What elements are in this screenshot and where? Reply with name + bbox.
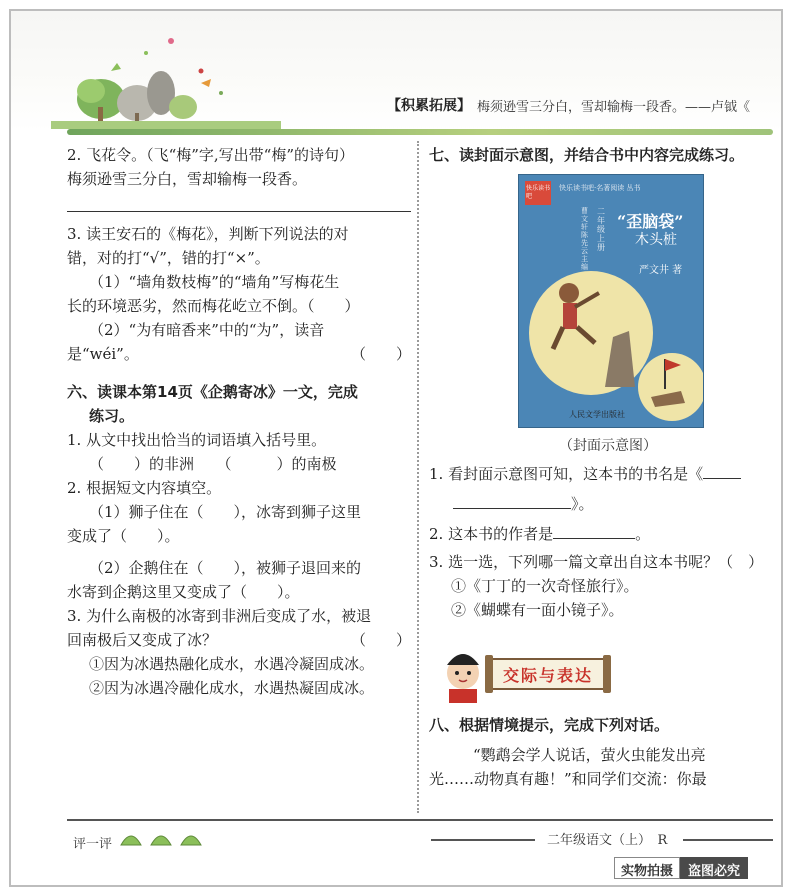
s6-q2-item2-a: （2）企鹅住在（ ），被狮子退回来的 [89, 559, 362, 577]
s6-q3-option2: ②因为冰遇冷融化成水，水遇热凝固成冰。 [89, 679, 375, 697]
s7-q1-text: 1. 看封面示意图可知，这本书的书名是《 [429, 465, 704, 483]
header-underline [67, 129, 773, 135]
watermark-stamp [614, 857, 748, 879]
s7-q3-option2: ②《蝴蝶有一面小镜子》。 [451, 601, 624, 619]
q3-item1-a: （1）“墙角数枝梅”的“墙角”写梅花生 [89, 273, 340, 291]
book-title-a: “歪脑袋” [617, 212, 684, 231]
s7-q3-option1: ①《丁丁的一次奇怪旅行》。 [451, 577, 639, 595]
right-questions [429, 462, 781, 622]
grade-label: 二年级语文（上） R [547, 833, 668, 848]
q3-item2-a: （2）“为有暗香来”中的“为”，读音 [89, 321, 325, 339]
s6-q3-paren: （ ） [350, 631, 411, 649]
stamp-photo: 实物拍摄 [614, 857, 680, 879]
s7-q2-text: 2. 这本书的作者是 [429, 525, 554, 543]
blank-line [703, 464, 741, 479]
section7-title: 七、读封面示意图，并结合书中内容完成练习。 [429, 146, 745, 164]
book-badge: 快乐读书吧 [526, 185, 551, 200]
footer-divider [67, 819, 773, 821]
answer-line [67, 211, 411, 212]
s6-q3-text: 回南极后又变成了冰？ [67, 631, 218, 649]
book-side-text: 二年级上册 [597, 207, 605, 252]
q3-title-a: 3. 读王安石的《梅花》，判断下列说法的对 [67, 225, 349, 243]
q2-title: 2. 飞花令。（飞“梅”字,写出带“梅”的诗句） [67, 146, 355, 164]
s6-q3-b [67, 628, 411, 652]
banner-label: 交际与表达 [503, 666, 594, 685]
book-cover [518, 174, 704, 428]
section8-title: 八、根据情境提示，完成下列对话。 [429, 716, 670, 734]
s6-q3-a: 3. 为什么南极的冰寄到非洲后变成了水，被退 [67, 607, 372, 625]
book-publisher: 人民文学出版社 [569, 410, 625, 419]
header-quote: 梅须逊雪三分白，雪却输梅一段香。——卢钺《 [477, 100, 751, 115]
q3-item2-text: 是“wéi”。 [67, 345, 139, 363]
s6-q2-item1-a: （1）狮子住在（ ），冰寄到狮子这里 [89, 503, 362, 521]
s6-q3-option1: ①因为冰遇热融化成水，水遇冷凝固成冰。 [89, 655, 375, 673]
book-editors: 曹文轩 陈先云 主编 [581, 207, 588, 271]
spacer [67, 366, 411, 380]
blank-line [453, 494, 571, 509]
s8-text-b: 光……动物真有趣！”和同学们交流：你最 [429, 770, 707, 788]
rating-label: 评一评 [73, 837, 113, 852]
tree-illustration [51, 11, 281, 131]
page-frame [9, 9, 783, 887]
section-tag: 【积累拓展】 [387, 98, 471, 114]
s7-q2 [429, 522, 781, 546]
footer-rule-left [431, 839, 535, 841]
right-column [429, 143, 781, 167]
book-top-text: 快乐读书吧·名著阅读 丛书 [559, 184, 641, 192]
book-title-b: 木头桩 [635, 232, 677, 248]
s6-q2-item1-b: 变成了（ ）。 [67, 527, 180, 545]
leaf-rating-icons [119, 829, 209, 849]
spacer [67, 548, 411, 556]
s6-q2: 2. 根据短文内容填空。 [67, 479, 222, 497]
q3-item2-paren: （ ） [350, 345, 411, 363]
footer-rule-right [683, 839, 773, 841]
q3-title-b: 错，对的打“√”，错的打“×”。 [67, 249, 270, 267]
s6-q2-item2-b: 水寄到企鹅这里又变成了（ ）。 [67, 583, 300, 601]
s7-q2-end: 。 [635, 525, 651, 543]
column-divider [417, 141, 419, 813]
cover-caption: （封面示意图） [559, 438, 657, 454]
book-author: 严文井 著 [639, 265, 683, 276]
s8-text-a: “鹦鹉会学人说话，萤火虫能发出亮 [473, 746, 706, 764]
stamp-copyright: 盗图必究 [680, 857, 748, 879]
s7-q1-a [429, 462, 781, 486]
q3-item1-b: 长的环境恶劣，然而梅花屹立不倒。（ ） [67, 297, 360, 315]
s6-q1: 1. 从文中找出恰当的词语填入括号里。 [67, 431, 327, 449]
q2-answer: 梅须逊雪三分白，雪却输梅一段香。 [67, 170, 308, 188]
s7-q1-b [429, 492, 781, 516]
section-banner [441, 645, 613, 705]
section6-title-a: 六、读课本第14页《企鹅寄冰》一文，完成 [67, 383, 358, 401]
section6-title-b: 练习。 [89, 407, 135, 425]
header [11, 11, 781, 131]
q3-item2-b [67, 342, 411, 366]
s6-q1-fill: （ ）的非洲 （ ）的南极 [89, 455, 337, 473]
left-column [67, 143, 411, 700]
s7-q1-end: 》。 [571, 495, 594, 513]
s7-q3: 3. 选一选，下列哪一篇文章出自这本书呢？（ ） [429, 553, 764, 571]
blank-line [553, 524, 635, 539]
section8 [429, 713, 781, 791]
